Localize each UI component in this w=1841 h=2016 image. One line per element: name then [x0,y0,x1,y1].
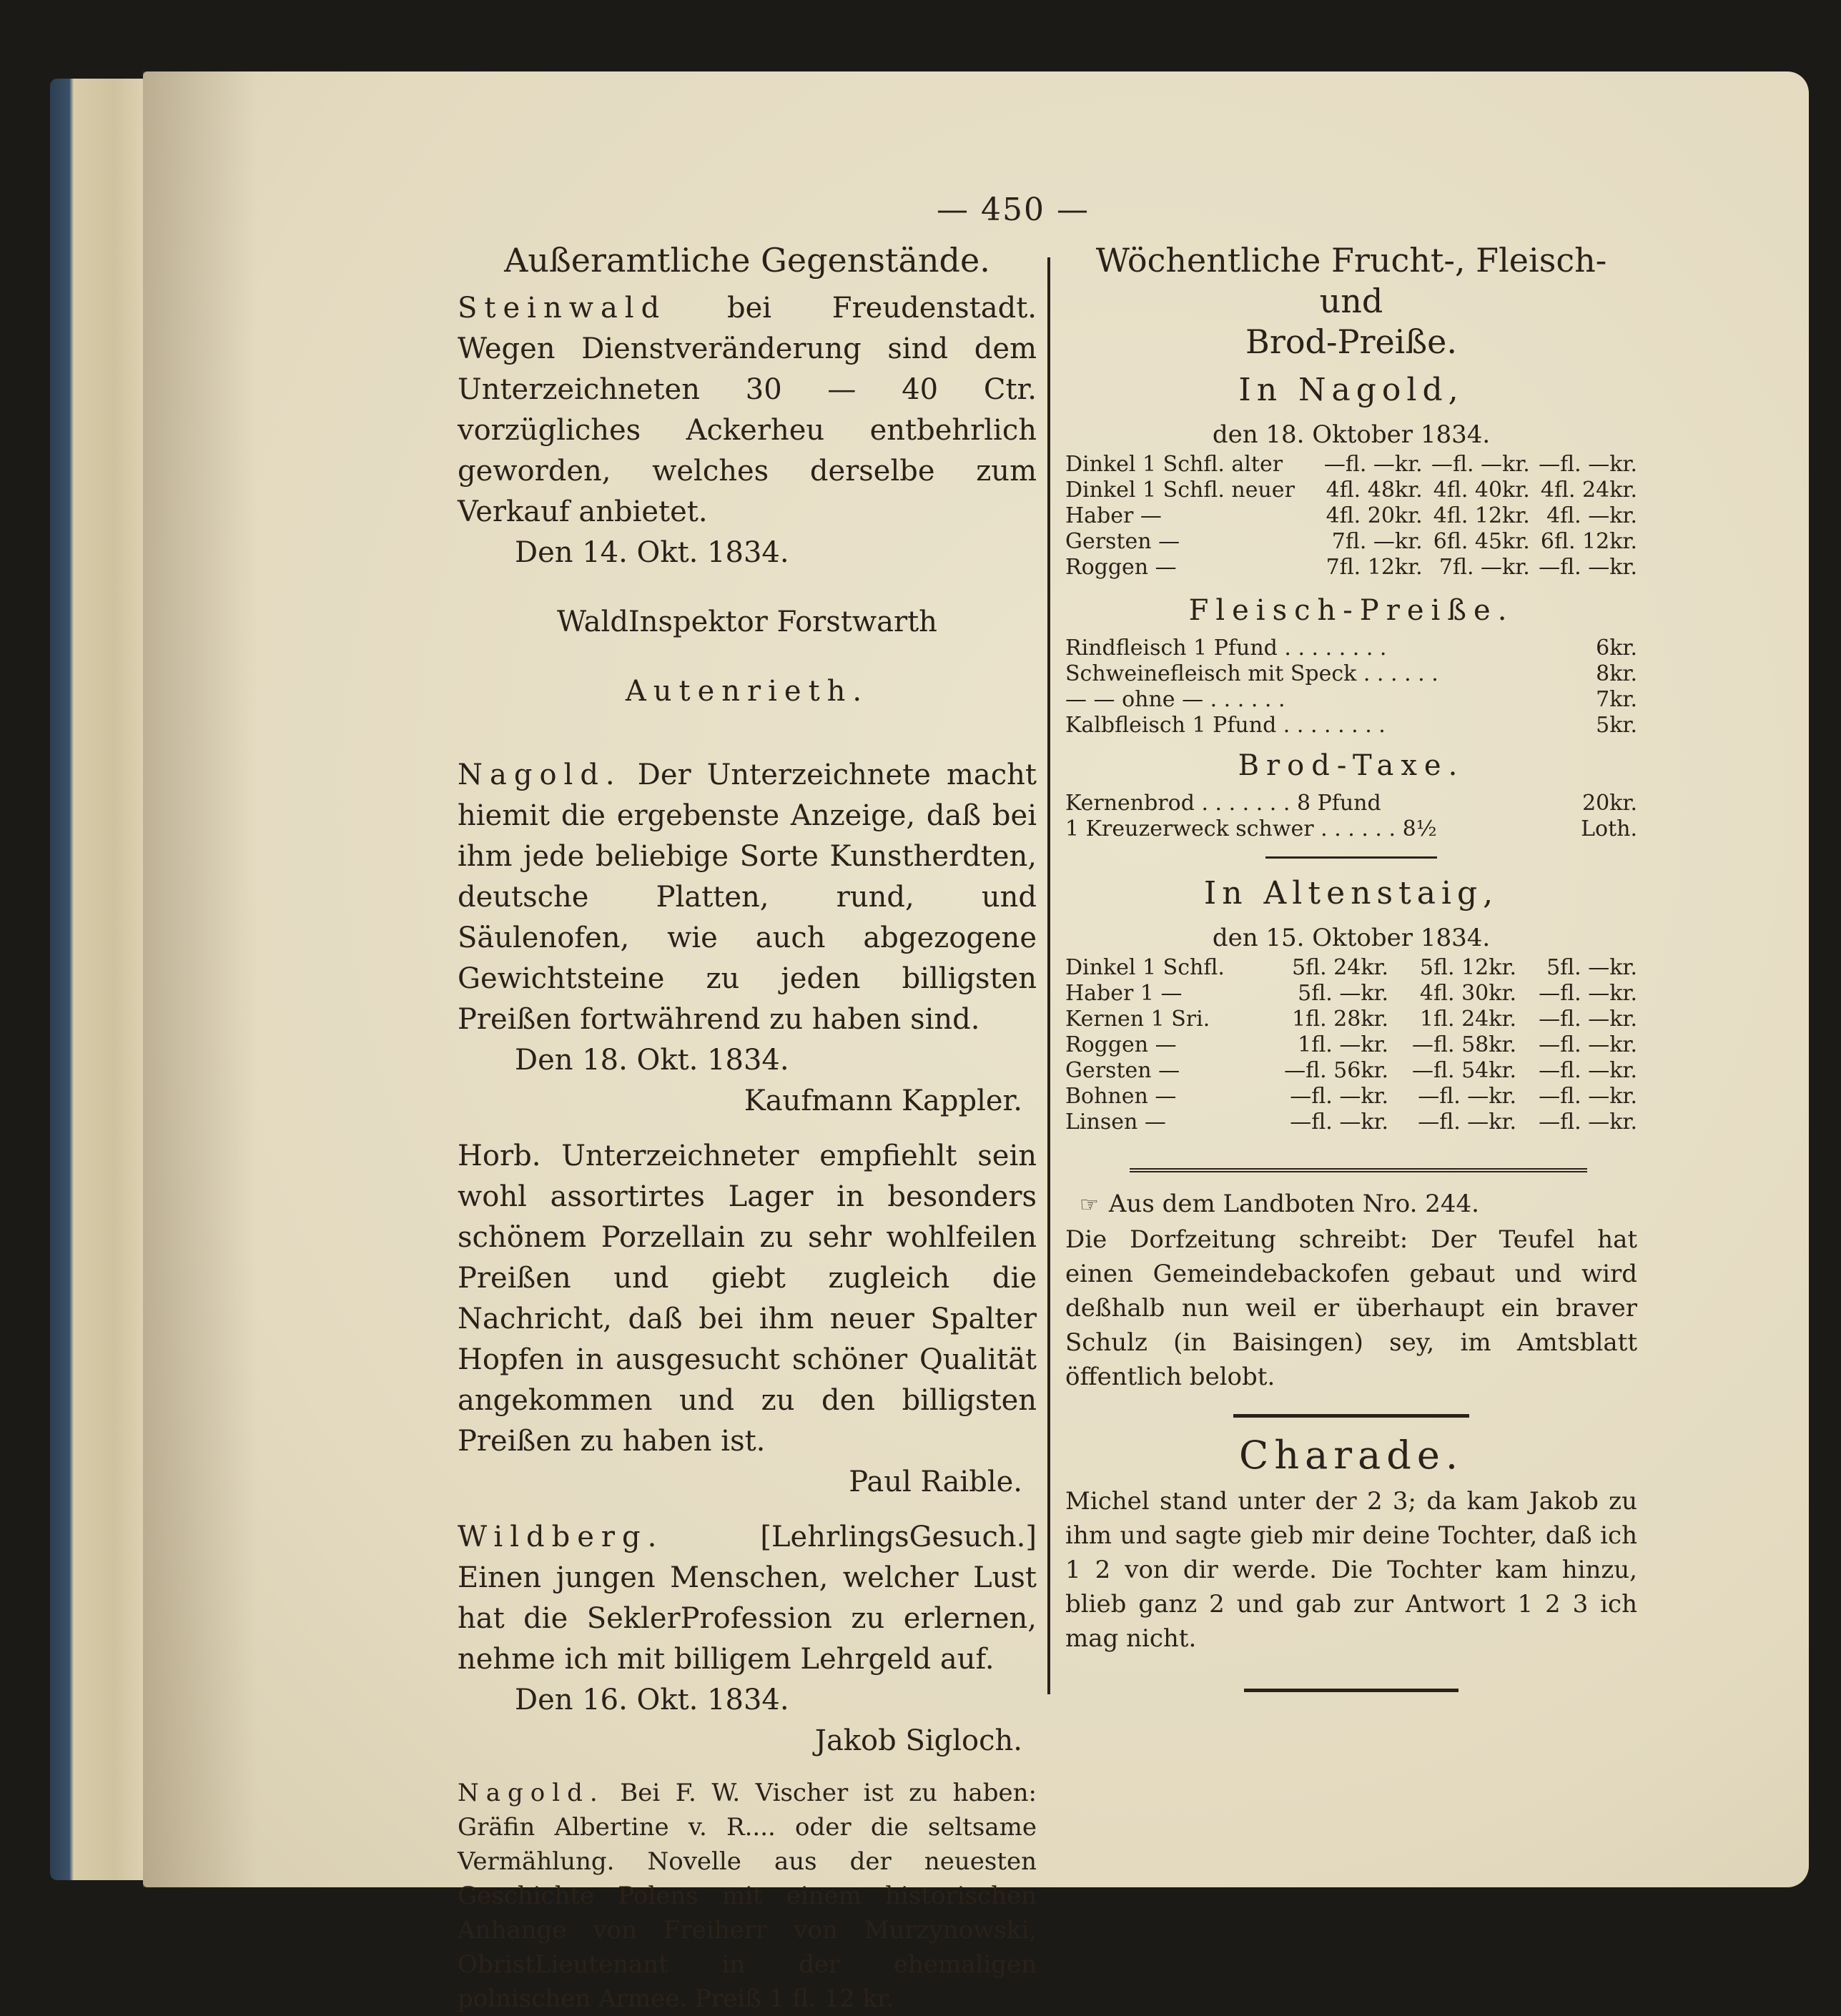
table-row: Dinkel 1 Schfl. alter —fl. —kr. —fl. —kr. —fl. —kr. [1065,452,1637,477]
ad-place: Nagold. [458,759,622,791]
pointing-hand-icon: ☞ [1080,1192,1099,1217]
ad-body: Wegen Dienstveränderung sind dem Unterzeichneten 30 — 40 Ctr. vorzügliches Ackerheu entbehrlich geworden, welches derselbe zum Verkauf anbietet. [458,332,1037,528]
table-row: 1 Kreuzerweck schwer . . . . . . 8½ Loth. [1065,816,1637,841]
meat-price-table [1065,636,1637,738]
table-row: Rindfleisch 1 Pfund . . . . . . . . 6kr. [1065,636,1637,661]
ad-signature: Jakob Sigloch. [814,1724,1022,1757]
ad-place-suffix: bei Freudenstadt. [726,292,1037,325]
ad-body: Bei F. W. Vischer ist zu haben: Gräfin Albertine v. R.... oder die seltsame Vermählung. Novelle aus der neuesten Geschichte Polens mit einem historischen Anhange von Freiherr von Murzynowski, ObristLieutenant in der ehemaligen polnischen Armee. Preiß 1 fl. 12 kr. [458,1779,1037,2013]
ad-steinwald [458,288,1037,712]
ad-wildberg [458,1517,1037,1761]
meat-heading: Fleisch-Preiße. [1188,594,1514,627]
table-row: Gersten — 7fl. —kr. 6fl. 45kr. 6fl. 12kr. [1065,529,1637,554]
table-row: — — ohne — . . . . . . 7kr. [1065,687,1637,712]
ad-nagold-kappler [458,755,1037,1122]
book-page-edges [50,79,157,1880]
left-column [458,236,1037,2016]
page-number: — 450 — [937,192,1090,228]
ad-body: [LehrlingsGesuch.] Einen jungen Menschen, welcher Lust hat die SeklerProfession zu erlernen, nehme ich mit billigem Lehrgeld auf. [458,1521,1037,1676]
prices-title-line2: Brod-Preiße. [1245,322,1457,361]
ad-text [458,755,1037,1040]
section-rule [1233,1414,1469,1418]
altensteig-heading: In Altenstaig, [1203,875,1499,911]
prices-title-line1: Wöchentliche Frucht-, Fleisch- und [1095,241,1607,320]
table-row: Dinkel 1 Schfl. 5fl. 24kr. 5fl. 12kr. 5fl. —kr. [1065,955,1637,980]
table-row: Linsen — —fl. —kr. —fl. —kr. —fl. —kr. [1065,1110,1637,1135]
right-column [1065,236,1637,1692]
table-row: Dinkel 1 Schfl. neuer 4fl. 48kr. 4fl. 40kr. 4fl. 24kr. [1065,478,1637,503]
closing-rule [1244,1689,1459,1692]
page-gutter-shadow [143,71,257,1887]
table-row: Kernenbrod . . . . . . . 8 Pfund 20kr. [1065,791,1637,816]
table-row: Kalbfleisch 1 Pfund . . . . . . . . 5kr. [1065,713,1637,738]
table-row: Gersten — —fl. 56kr. —fl. 54kr. —fl. —kr. [1065,1058,1637,1083]
ad-date: Den 18. Okt. 1834. [515,1044,789,1077]
ad-signature: Kaufmann Kappler. [744,1084,1022,1117]
column-divider [1047,257,1050,1694]
ad-signature: Paul Raible. [849,1466,1022,1498]
ad-place: Horb. [458,1140,541,1172]
ad-text [458,1776,1037,2016]
ad-body: Unterzeichneter empfiehlt sein wohl assortirtes Lager in besonders schönem Porzellain zu sehr wohlfeilen Preißen und giebt zugleich die Nachricht, daß bei ihm neuer Spalter Hopfen in ausgesucht schöner Qualität angekommen und zu den billigsten Preißen zu haben ist. [458,1140,1037,1458]
ad-nagold-vischer [458,1776,1037,2016]
ad-date: Den 16. Okt. 1834. [515,1684,789,1716]
ad-text [458,288,1037,533]
landbote-intro: ☞ Aus dem Landboten Nro. 244. [1080,1190,1479,1218]
nagold-grain-table [1065,452,1637,580]
ad-place: Steinwald [458,292,667,325]
ad-horb [458,1136,1037,1503]
table-row: Roggen — 1fl. —kr. —fl. 58kr. —fl. —kr. [1065,1032,1637,1057]
nagold-heading: In Nagold, [1238,372,1464,408]
ad-place: Nagold. [458,1779,605,1807]
table-row: Haber 1 — 5fl. —kr. 4fl. 30kr. —fl. —kr. [1065,981,1637,1006]
charade-heading: Charade. [1239,1433,1464,1478]
ad-body: Der Unterzeichnete macht hiemit die ergebenste Anzeige, daß bei ihm jede beliebige Sorte Kunstherdten, deutsche Platten, rund, und Säulenofen, wie auch abgezogene Gewichtsteine zu jeden billigsten Preißen fortwährend zu haben sind. [458,759,1037,1036]
ornamental-rule [1130,1148,1587,1172]
altensteig-date: den 15. Oktober 1834. [1212,924,1491,952]
altensteig-grain-table [1065,955,1637,1135]
table-row: Bohnen — —fl. —kr. —fl. —kr. —fl. —kr. [1065,1084,1637,1109]
table-row: Roggen — 7fl. 12kr. 7fl. —kr. —fl. —kr. [1065,555,1637,580]
section-title: Außeramtliche Gegenstände. [504,241,990,280]
ad-text [458,1136,1037,1462]
ad-signature-title: WaldInspektor Forstwarth [557,606,937,638]
ad-signature: Autenrieth. [625,675,869,708]
bread-heading: Brod-Taxe. [1238,749,1465,782]
section-rule [1265,856,1437,859]
landbote-text: Die Dorfzeitung schreibt: Der Teufel hat einen Gemeindebackofen gebaut und wird deßhalb nun weil er überhaupt ein braver Schulz (in Baisingen) sey, im Amtsblatt öffentlich belobt. [1065,1225,1637,1391]
table-row: Kernen 1 Sri. 1fl. 28kr. 1fl. 24kr. —fl. —kr. [1065,1007,1637,1032]
bread-price-table [1065,791,1637,842]
charade-text: Michel stand unter der 2 3; da kam Jakob zu ihm und sagte gieb mir deine Tochter, daß ich 1 2 von dir werde. Die Tochter kam hinzu, blieb ganz 2 und gab zur Antwort 1 2 3 ich mag nicht. [1065,1487,1637,1653]
nagold-date: den 18. Oktober 1834. [1212,420,1491,449]
ad-date: Den 14. Okt. 1834. [515,536,789,569]
table-row: Haber — 4fl. 20kr. 4fl. 12kr. 4fl. —kr. [1065,503,1637,528]
ad-text [458,1517,1037,1680]
ad-place: Wildberg. [458,1521,664,1553]
table-row: Schweinefleisch mit Speck . . . . . . 8kr. [1065,661,1637,686]
